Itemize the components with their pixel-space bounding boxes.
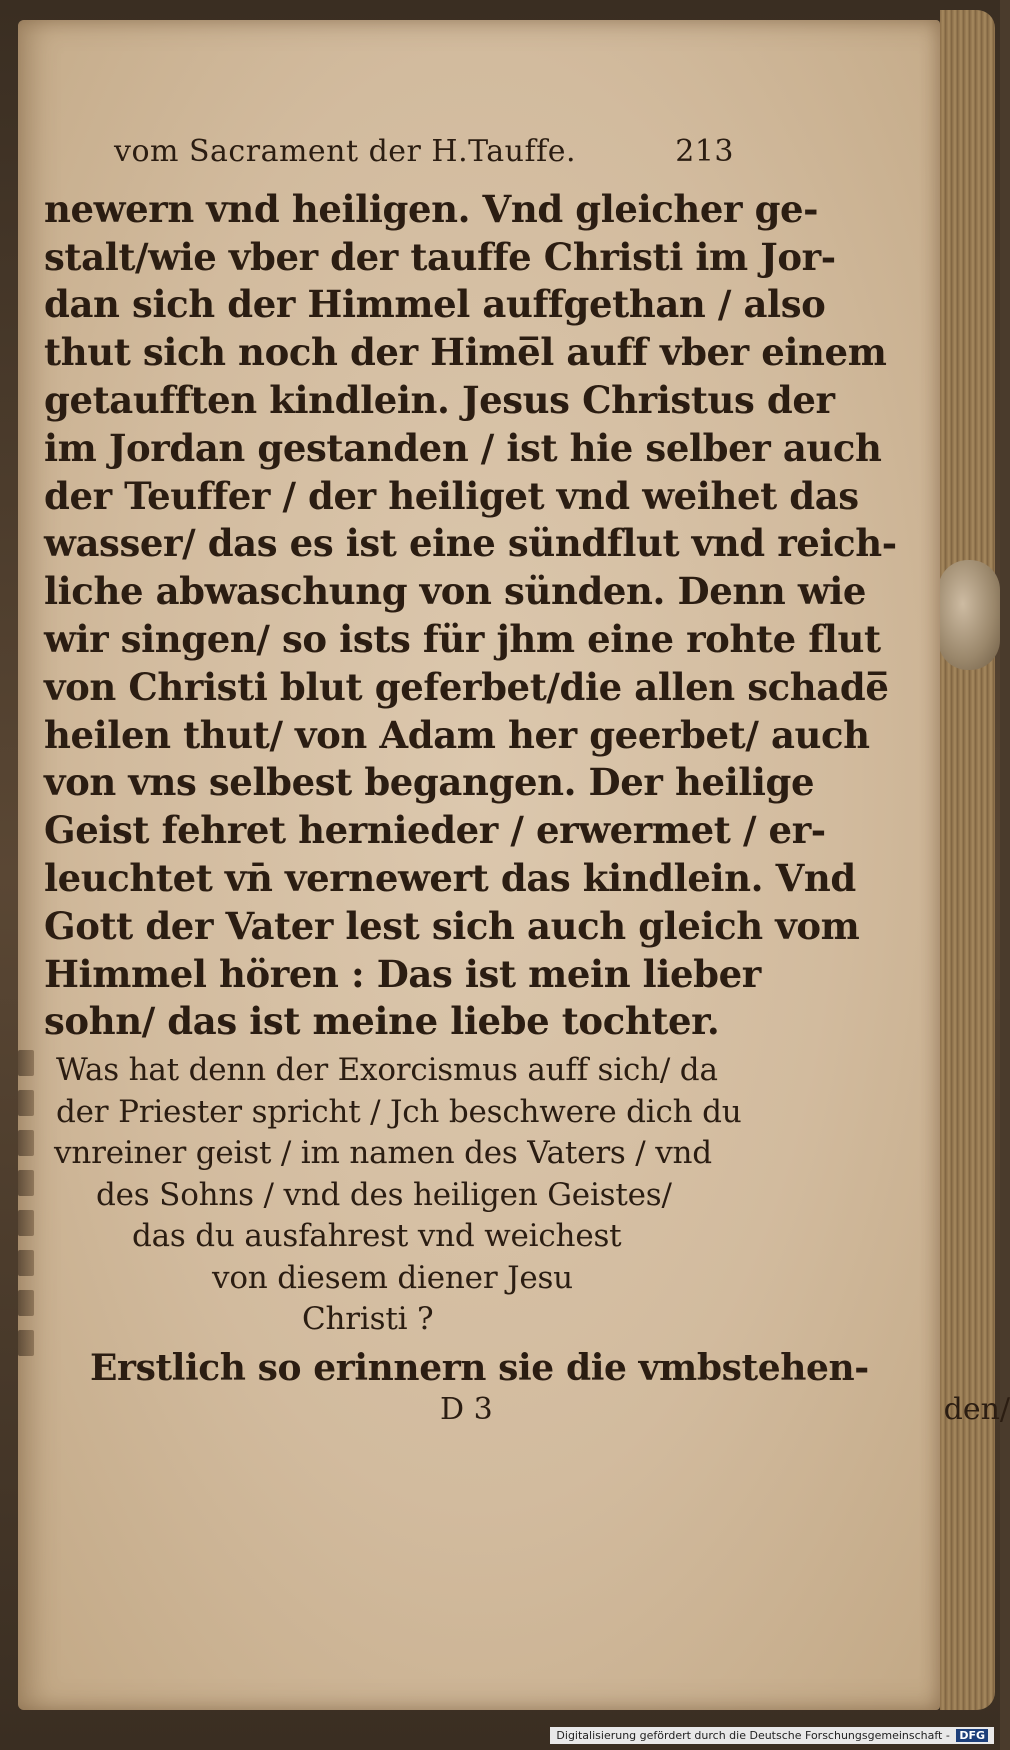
question-line: der Priester spricht / Jch beschwere dich du <box>56 1093 742 1130</box>
question-line: von diesem diener Jesu <box>212 1259 573 1296</box>
text-line: leuchtet vn̄ vernewert das kindlein. Vnd <box>44 855 856 900</box>
text-line: der Teuffer / der heiliget vnd weihet das <box>44 473 859 518</box>
book-page <box>18 20 1010 1710</box>
text-line: Geist fehret hernieder / erwermet / er- <box>44 808 826 853</box>
text-line: liche abwaschung von sünden. Denn wie <box>44 569 867 614</box>
text-line: von Christi blut geferbet/die allen schade̅ <box>44 664 889 709</box>
question-line: des Sohns / vnd des heiligen Geistes/ <box>96 1176 672 1213</box>
question-line: vnreiner geist / im namen des Vaters / vnd <box>54 1135 712 1172</box>
signature-mark: D 3 <box>440 1392 493 1428</box>
page-text <box>40 128 1010 1428</box>
running-head <box>114 128 734 176</box>
book-clasp <box>938 560 1000 670</box>
question-heading <box>40 1050 760 1341</box>
page-footer <box>440 1392 1010 1427</box>
text-line: wasser/ das es ist eine sündflut vnd reich- <box>44 521 897 566</box>
text-line: dan sich der Himmel auffgethan / also <box>44 282 826 327</box>
text-line: wir singen/ so ists für jhm eine rohte flut <box>44 616 881 661</box>
digitization-credit <box>550 1727 994 1744</box>
text-line: sohn/ das ist meine liebe tochter. <box>44 999 720 1044</box>
book-page-edges <box>940 10 995 1710</box>
credit-text: Digitalisierung gefördert durch die Deutsche Forschungsgemeinschaft - <box>556 1729 950 1742</box>
text-line: newern vnd heiligen. Vnd gleicher ge- <box>44 186 819 231</box>
answer-start-line: Erstlich so erinnern sie die vmbstehen- <box>90 1346 869 1389</box>
text-line: heilen thut/ von Adam her geerbet/ auch <box>44 712 870 757</box>
text-line: getaufften kindlein. Jesus Christus der <box>44 377 835 422</box>
question-line: das du ausfahrest vnd weichest <box>132 1218 622 1255</box>
text-line: thut sich noch der Hime̅l auff vber einem <box>44 330 887 375</box>
dfg-logo: DFG <box>956 1729 988 1742</box>
text-line: stalt/wie vber der tauffe Christi im Jor- <box>44 234 836 279</box>
question-line: Was hat denn der Exorcismus auff sich/ da <box>56 1052 718 1089</box>
body-paragraph <box>40 186 897 1046</box>
text-line: von vns selbest begangen. Der heilige <box>44 760 815 805</box>
question-line: Christi ? <box>302 1301 434 1338</box>
running-head-title: vom Sacrament der H.Tauffe. <box>114 134 576 169</box>
page-number: 213 <box>675 134 734 169</box>
text-line: Himmel hören : Das ist mein lieber <box>44 951 761 996</box>
catchword: den/ <box>943 1392 1010 1428</box>
text-line: im Jordan gestanden / ist hie selber auch <box>44 425 882 470</box>
text-line: Gott der Vater lest sich auch gleich vom <box>44 903 860 948</box>
